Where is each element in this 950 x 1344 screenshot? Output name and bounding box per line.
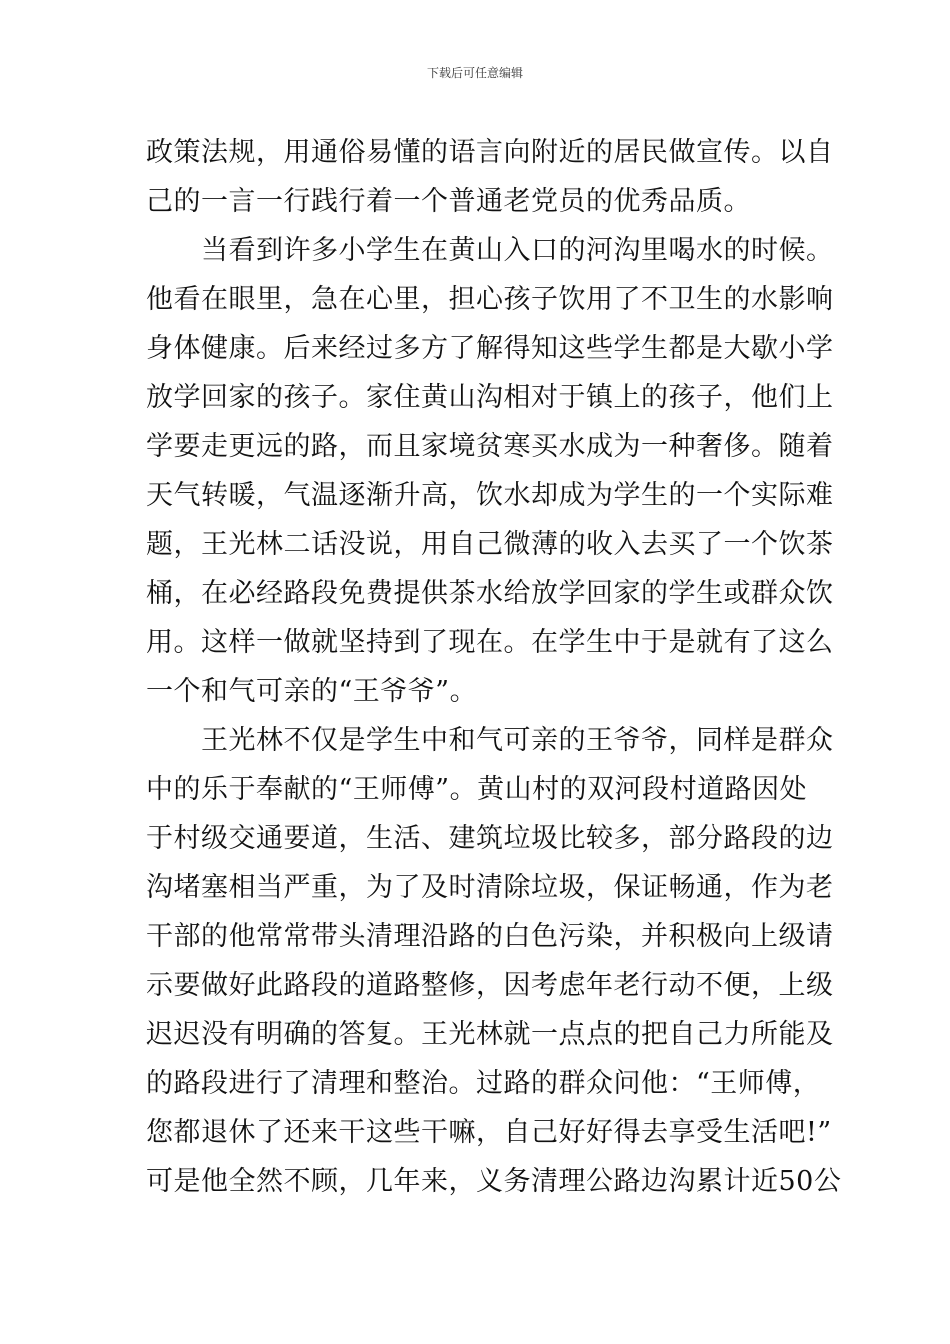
text-line: 身体健康。后来经过多方了解得知这些学生都是大歇小学 — [146, 333, 834, 364]
text-line: 政策法规，用通俗易懂的语言向附近的居民做宣传。以自 — [146, 137, 834, 168]
text-line: 王光林不仅是学生中和气可亲的王爷爷，同样是群众 — [146, 725, 834, 756]
text-line: 桶，在必经路段免费提供茶水给放学回家的学生或群众饮 — [146, 578, 834, 609]
text-line: 于村级交通要道，生活、建筑垃圾比较多，部分路段的边 — [146, 823, 834, 854]
text-line: 干部的他常常带头清理沿路的白色污染，并积极向上级请 — [146, 921, 834, 952]
text-line: 迟迟没有明确的答复。王光林就一点点的把自己力所能及 — [146, 1019, 834, 1050]
text-line: 一个和气可亲的“王爷爷”。 — [146, 676, 478, 707]
text-line: 题，王光林二话没说，用自己微薄的收入去买了一个饮茶 — [146, 529, 834, 560]
text-line: 用。这样一做就坚持到了现在。在学生中于是就有了这么 — [146, 627, 834, 658]
text-line: 的路段进行了清理和整治。过路的群众问他：“王师傅， — [146, 1068, 821, 1099]
text-line: 您都退休了还来干这些干嘛，自己好好得去享受生活吧!” — [146, 1117, 832, 1148]
text-line: 己的一言一行践行着一个普通老党员的优秀品质。 — [146, 186, 751, 217]
text-line: 他看在眼里，急在心里，担心孩子饮用了不卫生的水影响 — [146, 284, 834, 315]
text-line: 学要走更远的路，而且家境贫寒买水成为一种奢侈。随着 — [146, 431, 834, 462]
text-line: 可是他全然不顾，几年来，义务清理公路边沟累计近50公 — [146, 1166, 842, 1197]
page-header: 下载后可任意编辑 — [426, 66, 523, 80]
text-line: 中的乐于奉献的“王师傅”。黄山村的双河段村道路因处 — [146, 774, 808, 805]
text-line: 沟堵塞相当严重，为了及时清除垃圾，保证畅通，作为老 — [146, 872, 834, 903]
text-line: 放学回家的孩子。家住黄山沟相对于镇上的孩子，他们上 — [146, 382, 834, 413]
text-line: 当看到许多小学生在黄山入口的河沟里喝水的时候。 — [146, 235, 834, 266]
body-text — [146, 128, 842, 1206]
text-line: 示要做好此路段的道路整修，因考虑年老行动不便，上级 — [146, 970, 834, 1001]
text-line: 天气转暖，气温逐渐升高，饮水却成为学生的一个实际难 — [146, 480, 834, 511]
